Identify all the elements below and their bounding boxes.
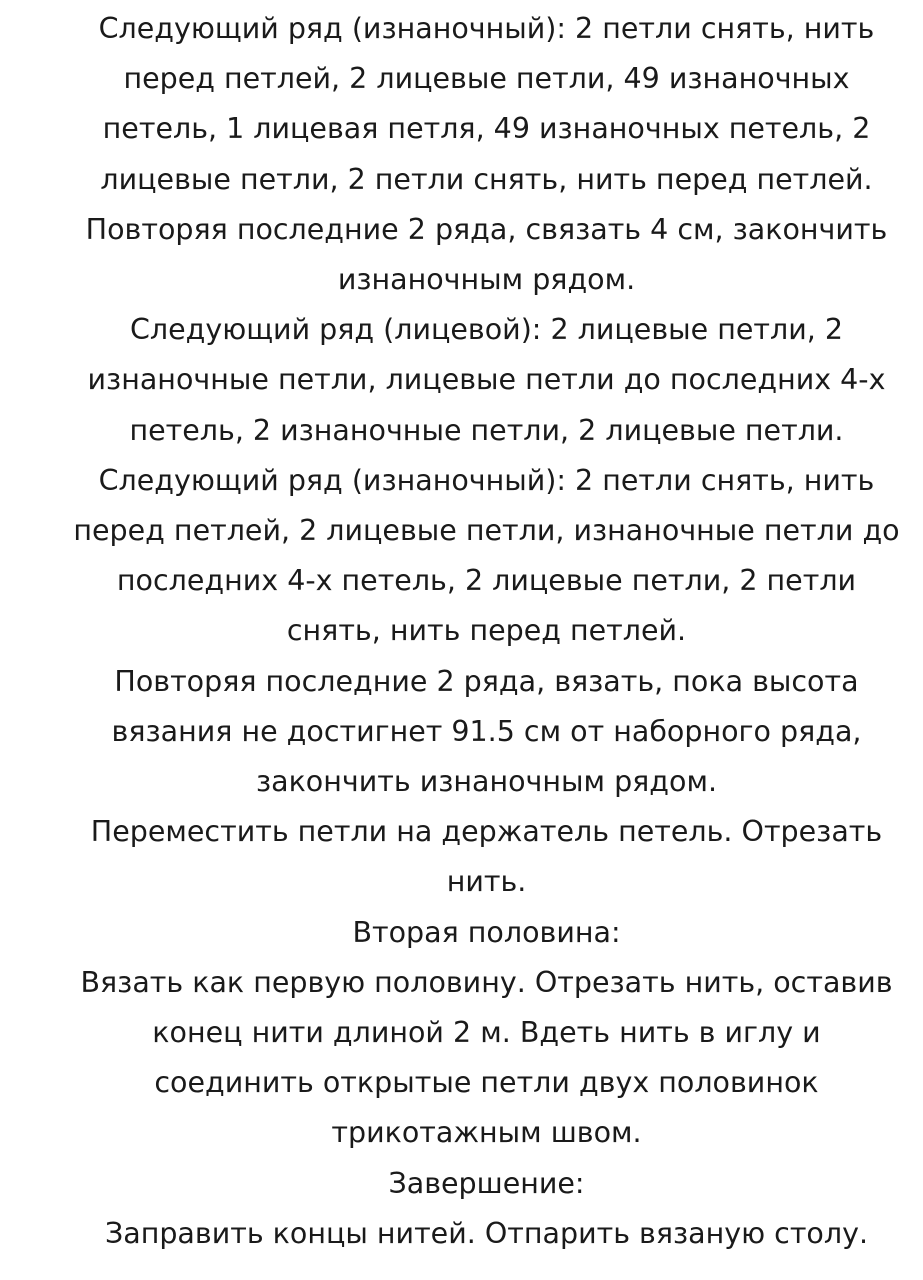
paragraph-wrong-side-row-1 <box>58 4 915 205</box>
text-line: Повторяя последние 2 ряда, связать 4 см, закончить <box>85 212 888 246</box>
text-line: перед петлей, 2 лицевые петли, изнаночные петли до <box>73 514 900 548</box>
heading-finishing <box>58 1159 915 1209</box>
text-line: Следующий ряд (изнаночный): 2 петли снять, нить <box>98 463 875 497</box>
text-line: снять, нить перед петлей. <box>286 614 687 648</box>
instructions-text <box>58 4 915 1259</box>
text-line: последних 4-х петель, 2 лицевые петли, 2 петли <box>116 564 857 598</box>
text-line: лицевые петли, 2 петли снять, нить перед петлей. <box>100 162 873 196</box>
text-line: Повторяя последние 2 ряда, вязать, пока высота <box>114 664 859 698</box>
paragraph-repeat-4cm <box>58 205 915 305</box>
text-line: соединить открытые петли двух половинок <box>154 1066 819 1100</box>
paragraph-right-side-row <box>58 305 915 456</box>
paragraph-wrong-side-row-2 <box>58 456 915 657</box>
text-line: нить. <box>446 865 527 899</box>
text-line: вязания не достигнет 91.5 см от наборного ряда, <box>111 714 862 748</box>
text-line: петель, 2 изнаночные петли, 2 лицевые петли. <box>129 413 844 447</box>
text-line: Заправить концы нитей. Отпарить вязаную столу. <box>104 1216 869 1250</box>
paragraph-knit-second-half <box>58 958 915 1159</box>
text-line: Вторая половина: <box>352 915 621 949</box>
paragraph-move-stitches <box>58 807 915 907</box>
text-line: конец нити длиной 2 м. Вдеть нить в иглу и <box>152 1016 821 1050</box>
paragraph-repeat-until-height <box>58 657 915 808</box>
text-line: Завершение: <box>388 1166 585 1200</box>
heading-second-half <box>58 908 915 958</box>
text-line: изнаночные петли, лицевые петли до последних 4-х <box>87 363 886 397</box>
text-line: закончить изнаночным рядом. <box>255 765 718 799</box>
text-line: перед петлей, 2 лицевые петли, 49 изнаночных <box>123 62 850 96</box>
text-line: Вязать как первую половину. Отрезать нить, оставив <box>80 965 893 999</box>
text-line: изнаночным рядом. <box>337 263 636 297</box>
text-line: петель, 1 лицевая петля, 49 изнаночных петель, 2 <box>102 112 871 146</box>
text-line: Следующий ряд (изнаночный): 2 петли снять, нить <box>98 12 875 45</box>
text-line: Следующий ряд (лицевой): 2 лицевые петли, 2 <box>129 313 843 347</box>
paragraph-finishing <box>58 1209 915 1259</box>
text-line: трикотажным швом. <box>331 1116 642 1150</box>
text-line: Переместить петли на держатель петель. Отрезать <box>90 815 883 849</box>
